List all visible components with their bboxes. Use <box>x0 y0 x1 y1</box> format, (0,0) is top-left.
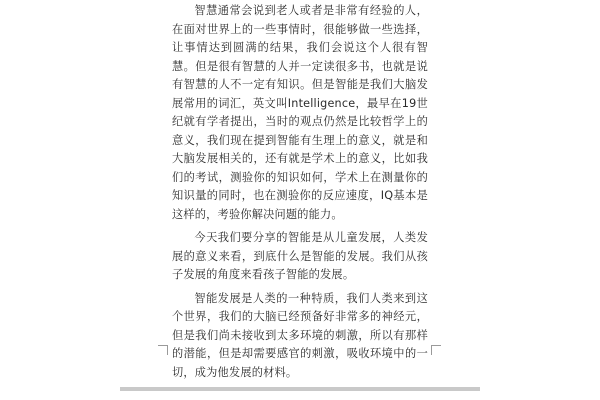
crop-mark-bottom-right <box>431 345 441 355</box>
document-page <box>120 0 480 386</box>
body-text <box>172 2 428 387</box>
paragraph-intelligence-definition: 智慧通常会说到老人或者是非常有经验的人，在面对世界上的一些事情时，很能够做一些选择，让事情达到圆满的结果，我们会说这个人很有智慧。但是很有智慧的人并一定读很多书，也就是说有智慧的人不一定有知识。但是智能是我们大脑发展常用的词汇，英文叫Intelligence，最早在19世纪就有学者提出，当时的观点仍然是比较哲学上的意义，我们现在提到智能有生理上的意义，就是和大脑发展相关的，还有就是学术上的意义，比如我们的考试，测验你的知识如何，学术上在测量你的知识量的同时，也在测验你的反应速度，IQ基本是这样的，考验你解决问题的能力。 <box>172 4 428 221</box>
page-bottom-scrollbar[interactable] <box>120 387 480 391</box>
crop-mark-bottom-left <box>158 345 168 355</box>
paragraph-development-trait: 智能发展是人类的一种特质，我们人类来到这个世界，我们的大脑已经预备好非常多的神经元，但是我们尚未接收到太多环境的刺激，所以有那样的潜能，但是却需要感官的刺激，吸收环境中的一切，成为他发展的材料。 <box>172 291 428 379</box>
paragraph-today-topic: 今天我们要分享的智能是从儿童发展，人类发展的意义来看，到底什么是智能的发展。我们从孩子发展的角度来看孩子智能的发展。 <box>172 231 428 281</box>
